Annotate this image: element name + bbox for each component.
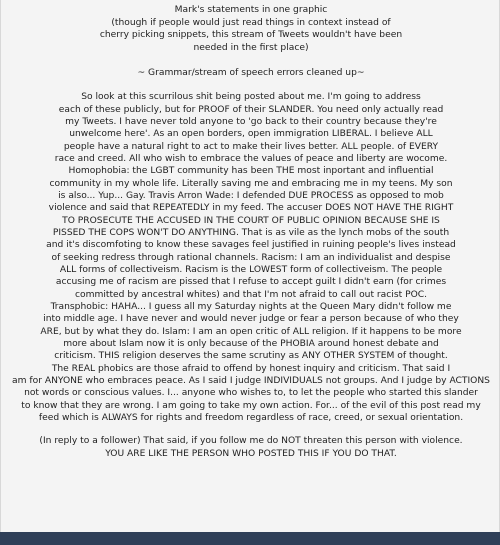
body-line: am for ANYONE who embraces peace. As I said I judge INDIVIDUALS not groups. And I judge by ACTIONS [12,376,490,387]
body-line: not words or conscious values. I... anyone who wishes to, to let the people who started this slander [24,388,478,399]
body-line: ALL forms of collectiveism. Racism is the LOWEST form of collectiveism. The people [59,264,443,275]
body-line: accusing me of racism are pissed that I refuse to accept guilt I didn't earn (for crimes [55,277,447,288]
body-line: Transphobic: HAHA... I guess all my Saturday nights at the Queen Mary didn't follow me [50,302,452,312]
spacer [7,55,495,67]
body-line: more about Islam now it is only because of the PHOBIA around honest debate and [63,339,439,350]
header-note-line: cherry picking snippets, this stream of Tweets wouldn't have been [99,30,403,41]
bottom-bar [0,532,500,545]
spacer [7,79,495,91]
body-line: race and creed. All who wish to embrace the values of peace and liberty are wocome. [54,153,448,164]
body-line: TO PROSECUTE THE ACCUSED IN THE COURT OF PUBLIC OPINION BECAUSE SHE IS [62,215,440,226]
body-line: to know that they are wrong. I am going to take my own action. For... of the evil of this post read my [21,400,481,411]
body-line: my Tweets. I have never told anyone to 'go back to their country because they're [65,116,437,127]
document-title: Mark's statements in one graphic [174,5,328,15]
body-line: of seeking redress through rational channels. Racism: I am an individualist and despise [51,252,451,263]
document-header [7,4,495,55]
footer-line: YOU ARE LIKE THE PERSON WHO POSTED THIS IF YOU DO THAT. [105,448,397,459]
header-note-line: needed in the first place) [193,43,309,54]
body-line: each of these publicly, but for PROOF of their SLANDER. You need only actually read [58,104,444,115]
footer-line: (In reply to a follower) That said, if you follow me do NOT threaten this person with violence. [39,436,463,447]
body-line: people have a natural right to act to make their lives better. ALL people. of EVERY [63,141,439,152]
body-line: committed by ancestral whites) and that I'm not afraid to call out racist POC. [74,289,428,300]
document-footer [7,435,495,460]
statement-body [7,91,495,424]
header-note-line: (though if people would just read things in context instead of [111,17,391,28]
body-line: ARE, but by what they do. Islam: I am an open critic of ALL religion. If it happens to be more [40,326,462,337]
body-line: is also... Yup... Gay. Travis Arron Wade: I defended DUE PROCESS as opposed to mob [58,190,444,201]
body-line: So look at this scurrilous shit being posted about me. I'm going to address [81,92,421,103]
body-line: The REAL phobics are those afraid to offend by honest inquiry and criticism. That said I [51,363,451,374]
document-subheader: ~ Grammar/stream of speech errors cleaned up~ [137,67,365,78]
body-line: unwelcome here'. As an open borders, open immigration LIBERAL. I believe ALL [69,129,433,140]
body-line: criticism. THIS religion deserves the same scrutiny as ANY OTHER SYSTEM of thought. [54,351,448,362]
body-line: feed which is ALWAYS for rights and freedom regardless of race, creed, or sexual orientation. [38,413,464,424]
body-line: community in my whole life. Literally saving me and embracing me in my teens. My son [49,178,453,189]
body-line: violence and said that REPEATEDLY in my feed. The accuser DOES NOT HAVE THE RIGHT [48,203,454,214]
body-line: PISSED THE COPS WON'T DO ANYTHING. That is as vile as the lynch mobs of the south [52,227,450,238]
body-line: into middle age. I have never and would never judge or fear a person because of who they [43,314,459,325]
body-line: and it's discomfoting to know these savages feel justified in ruining people's lives instead [46,240,456,251]
statement-document [7,4,495,460]
body-line: Homophobia: the LGBT community has been THE most inportant and influential [68,166,434,177]
spacer [7,424,495,435]
